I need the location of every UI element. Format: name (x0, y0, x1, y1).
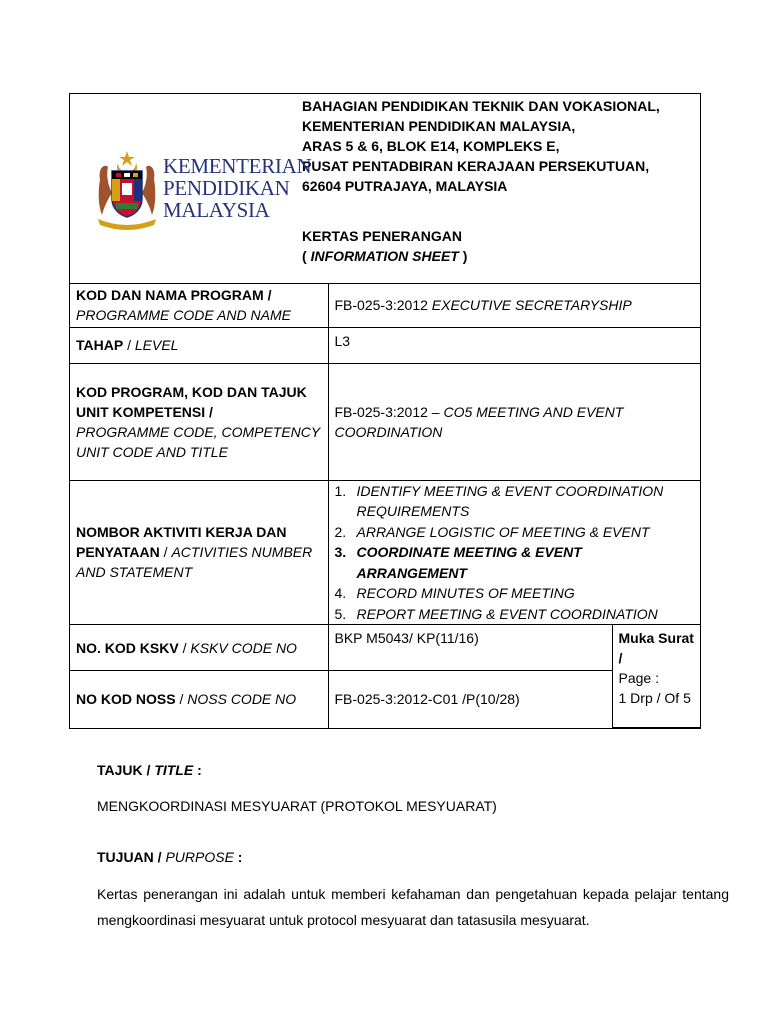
document-subtitle: ( INFORMATION SHEET ) (302, 248, 468, 264)
page-label: Page : (618, 670, 659, 686)
address-block (296, 94, 660, 283)
activities-label: NOMBOR AKTIVITI KERJA DAN PENYATAAN / ACTIVITIES NUMBER AND STATEMENT (70, 480, 328, 625)
table-row (70, 671, 700, 728)
activities-list (335, 481, 695, 625)
purpose-text: Kertas penerangan ini adalah untuk memberi kefahaman dan pengetahuan kepada pelajar tentang mengkoordinasi mesyuarat untuk protocol mesyuarat dan tatasusila mesyuarat. (97, 886, 729, 928)
header-block (70, 94, 700, 284)
noss-label: NO KOD NOSS / NOSS CODE NO (70, 671, 328, 728)
logo-line-2: PENDIDIKAN (163, 176, 290, 200)
kskv-value: BKP M5043/ KP(11/16) (328, 625, 612, 671)
table-row (70, 625, 700, 671)
title-section (97, 762, 729, 814)
address-line: BAHAGIAN PENDIDIKAN TEKNIK DAN VOKASIONAL, (302, 98, 660, 114)
level-value: L3 (328, 327, 700, 363)
level-label: TAHAP / LEVEL (70, 327, 328, 363)
page-value: 1 Drp / Of 5 (618, 690, 691, 706)
program-label: KOD DAN NAMA PROGRAM / PROGRAMME CODE AND NAME (70, 284, 328, 327)
address-line: 62604 PUTRAJAYA, MALAYSIA (302, 178, 508, 194)
kskv-label: NO. KOD KSKV / KSKV CODE NO (70, 625, 328, 671)
ministry-wordmark (163, 155, 311, 221)
unit-label: KOD PROGRAM, KOD DAN TAJUK UNIT KOMPETENSI / PROGRAMME CODE, COMPETENCY UNIT CODE AND TITLE (70, 363, 328, 480)
table-row (70, 327, 700, 363)
list-item: 1. IDENTIFY MEETING & EVENT COORDINATION REQUIREMENTS (334, 482, 664, 519)
noss-value: FB-025-3:2012-C01 /P(10/28) (328, 671, 612, 728)
title-text: MENGKOORDINASI MESYUARAT (PROTOKOL MESYUARAT) (97, 798, 497, 814)
table-row (70, 480, 700, 625)
unit-value: FB-025-3:2012 – CO5 MEETING AND EVENT COORDINATION (328, 363, 700, 480)
logo-line-1: KEMENTERIAN (163, 154, 312, 178)
program-value: FB-025-3:2012 EXECUTIVE SECRETARYSHIP (328, 284, 700, 327)
list-item: 4. RECORD MINUTES OF MEETING (334, 585, 575, 601)
document-title: KERTAS PENERANGAN (302, 228, 462, 244)
program-info-table (70, 284, 700, 728)
address-line: PUSAT PENTADBIRAN KERAJAAN PERSEKUTUAN, (302, 158, 650, 174)
activities-list-cell (328, 480, 700, 625)
list-item: 5. REPORT MEETING & EVENT COORDINATION (334, 605, 658, 622)
information-sheet-header (69, 93, 701, 729)
table-row (70, 284, 700, 327)
title-heading: TAJUK / TITLE : (97, 762, 202, 778)
purpose-heading: TUJUAN / PURPOSE : (97, 849, 243, 865)
logo-line-3: MALAYSIA (163, 198, 270, 222)
ministry-logo (70, 94, 312, 283)
page-label-bold: Muka Surat / (618, 630, 694, 666)
coat-of-arms-icon (96, 149, 158, 231)
address-line: ARAS 5 & 6, BLOK E14, KOMPLEKS E, (302, 138, 560, 154)
list-item: 2. ARRANGE LOGISTIC OF MEETING & EVENT (334, 523, 650, 540)
table-row (70, 363, 700, 480)
page-number-cell (612, 625, 700, 728)
address-line: KEMENTERIAN PENDIDIKAN MALAYSIA, (302, 118, 576, 134)
list-item-highlighted: 3. COORDINATE MEETING & EVENT ARRANGEMENT (334, 544, 582, 581)
purpose-section (97, 849, 729, 933)
